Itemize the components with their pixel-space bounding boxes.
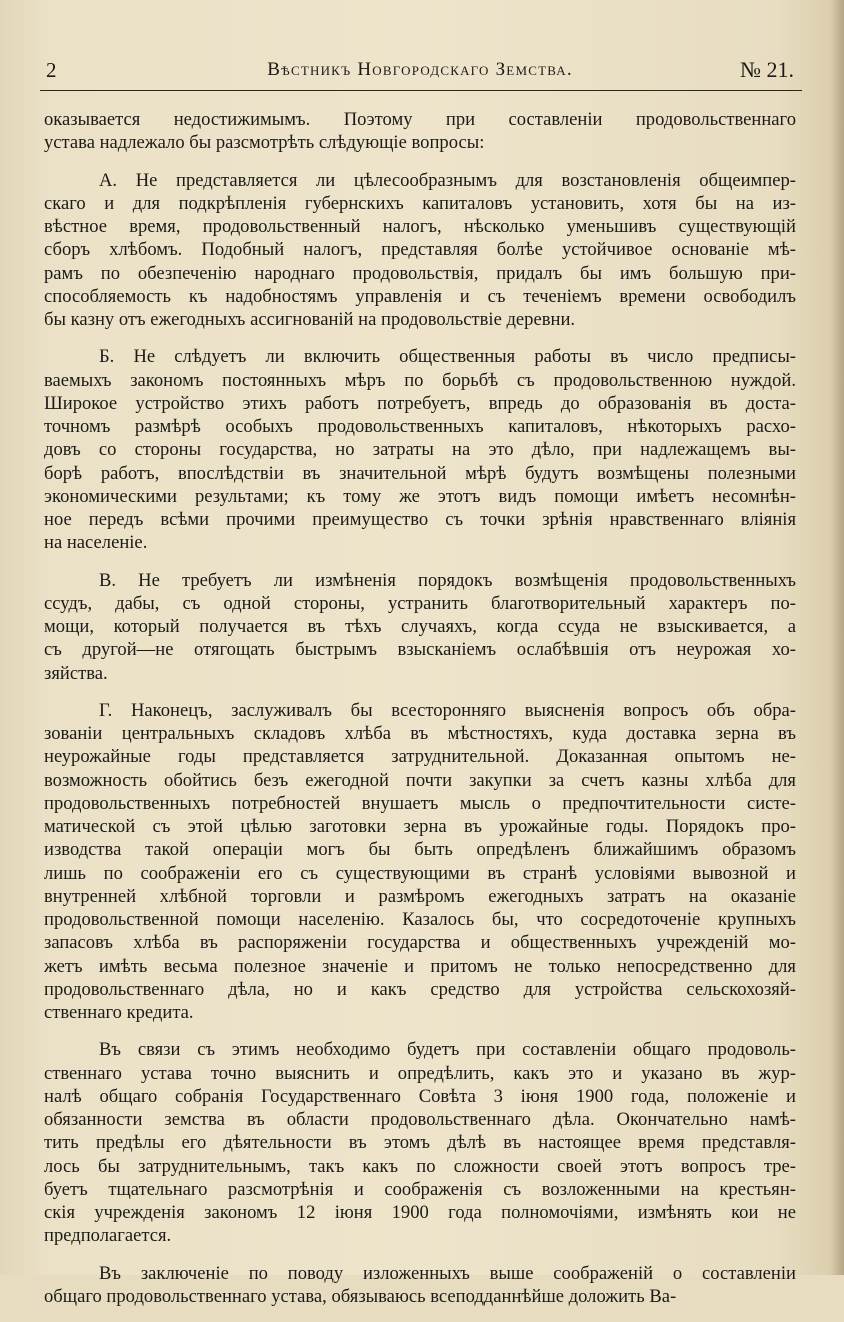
text-line: запасовъ хлѣба въ распоряженіи государства и общественныхъ учрежденій мо- <box>44 932 796 954</box>
paragraph <box>44 1262 796 1309</box>
text-line: ное передъ всѣми прочими преимущество съ точки зрѣнія нравственнаго вліянія <box>44 509 796 530</box>
text-line: буетъ тщательнаго разсмотрѣнія и соображенія съ возложенными на крестьян- <box>44 1178 796 1200</box>
text-line: Въ связи съ этимъ необходимо будетъ при составленіи общаго продоволь- <box>99 1039 796 1061</box>
text-line: Широкое устройство этихъ работъ потребуетъ, впредь до образованія въ доста- <box>44 392 796 414</box>
issue-number: № 21. <box>740 57 794 82</box>
text-line: мощи, который получается въ тѣхъ случаяхъ, когда ссуда не взыскивается, а <box>44 616 796 637</box>
text-line: сборъ хлѣбомъ. Подобный налогъ, представляя болѣе устойчивое основаніе мѣ- <box>44 239 796 261</box>
text-line: продовольственныхъ потребностей внушаетъ мысль о предпочтительности систе- <box>44 792 796 814</box>
text-line: ственнаго устава точно выяснить и опредѣлить, какъ это и указано въ жур- <box>44 1062 796 1084</box>
journal-title: Вѣстникъ Новгородскаго Земства. <box>267 59 573 80</box>
text-line: жетъ имѣть весьма полезное значеніе и притомъ не только непосредственно для <box>44 955 796 977</box>
text-line: лишь по соображеніи его съ существующими въ странѣ условіями вывозной и <box>44 862 796 884</box>
text-line: В. Не требуетъ ли измѣненія порядокъ возмѣщенія продовольственныхъ <box>99 569 796 591</box>
page-number: 2 <box>46 58 57 82</box>
text-line: борѣ работъ, впослѣдствіи въ значительной мѣрѣ будутъ возмѣщены полезными <box>44 462 796 484</box>
text-line: скія учрежденія закономъ 12 іюня 1900 года полномочіями, измѣнять кои не <box>44 1202 796 1223</box>
text-line: Б. Не слѣдуетъ ли включить общественныя работы въ число предписы- <box>99 346 796 368</box>
text-line: способляемость къ надобностямъ управленія и съ теченіемъ времени освободилъ <box>44 285 796 307</box>
text-line: тить предѣлы его дѣятельности въ этомъ дѣлѣ въ настоящее время представля- <box>44 1132 796 1154</box>
text-line: ссудъ, дабы, съ одной стороны, устранить благотворительный характеръ по- <box>44 592 796 614</box>
text-line: довъ со стороны государства, но затраты на это дѣло, при надлежащемъ вы- <box>44 439 796 461</box>
text-line: предполагается. <box>44 1225 172 1247</box>
header-rule <box>40 90 802 91</box>
paragraph <box>44 345 796 554</box>
paragraph <box>44 699 796 1025</box>
paragraph <box>44 569 796 685</box>
text-line: зяйства. <box>44 662 108 684</box>
text-line: налѣ общаго собранія Государственнаго Совѣта 3 іюня 1900 года, положеніе и <box>44 1085 796 1107</box>
text-line: матической съ этой цѣлью заготовки зерна въ урожайные годы. Порядокъ про- <box>44 816 796 837</box>
page-edge-shadow <box>830 0 844 1275</box>
text-line: Въ заключеніе по поводу изложенныхъ выше соображеній о составленіи <box>99 1262 796 1284</box>
text-line: устава надлежало бы разсмотрѣть слѣдующіе вопросы: <box>44 132 485 154</box>
text-line: вѣстное время, продовольственный налогъ, нѣсколько уменьшивъ существующій <box>44 216 796 237</box>
paragraph <box>44 1038 796 1247</box>
paragraph <box>44 169 796 332</box>
text-line: продовольственнаго дѣла, но и какъ средство для устройства сельскохозяй- <box>44 978 796 1000</box>
text-line: обязанности земства въ области продовольственнаго дѣла. Окончательно намѣ- <box>44 1109 796 1130</box>
text-line: экономическими результами; къ тому же этотъ видъ помощи имѣетъ несомнѣн- <box>44 485 796 507</box>
text-line: рамъ по обезпеченію народнаго продовольствія, придалъ бы имъ большую при- <box>44 262 796 284</box>
text-line: общаго продовольственнаго устава, обязываюсь всеподданнѣйше доложить Ва- <box>44 1285 677 1307</box>
running-header <box>40 56 800 88</box>
text-line: оказывается недостижимымъ. Поэтому при составленіи продовольственнаго <box>44 109 796 130</box>
text-line: неурожайные годы представляется затруднительной. Доказанная опытомъ не- <box>44 746 796 768</box>
text-line: Г. Наконецъ, заслуживалъ бы всесторонняго выясненія вопросъ объ обра- <box>99 699 796 721</box>
text-line: А. Не представляется ли цѣлесообразнымъ для возстановленія общеимпер- <box>99 169 796 191</box>
article-body <box>44 108 796 1322</box>
text-line: ваемыхъ закономъ постоянныхъ мѣръ по борьбѣ съ продовольственною нуждой. <box>44 369 796 391</box>
text-line: лось бы затруднительнымъ, такъ какъ по сложности своей этотъ вопросъ тре- <box>44 1155 796 1177</box>
text-line: продовольственной помощи населенію. Казалось бы, что сосредоточеніе крупныхъ <box>44 909 796 930</box>
text-line: зованіи центральныхъ складовъ хлѣба въ мѣстностяхъ, куда доставка зерна въ <box>44 723 796 744</box>
text-line: бы казну отъ ежегодныхъ ассигнованій на продовольствіе деревни. <box>44 309 576 330</box>
text-line: съ другой—не отягощать быстрымъ взысканіемъ ослабѣвшія отъ неурожая хо- <box>44 639 796 661</box>
text-line: внутренней хлѣбной торговли и размѣромъ ежегодныхъ затратъ на оказаніе <box>44 885 796 907</box>
text-line: точномъ размѣрѣ особыхъ продовольственныхъ капиталовъ, нѣкоторыхъ расхо- <box>44 416 796 437</box>
text-line: ственнаго кредита. <box>44 1002 194 1023</box>
text-line: скаго и для подкрѣпленія губернскихъ капиталовъ установить, хотя бы на из- <box>44 192 796 214</box>
paragraph <box>44 108 796 155</box>
text-line: возможность обойтись безъ ежегодной почти закупки за счетъ казны хлѣба для <box>44 769 796 791</box>
text-line: на населеніе. <box>44 532 148 554</box>
text-line: изводства такой операціи могъ бы быть опредѣленъ ближайшимъ образомъ <box>44 839 796 861</box>
